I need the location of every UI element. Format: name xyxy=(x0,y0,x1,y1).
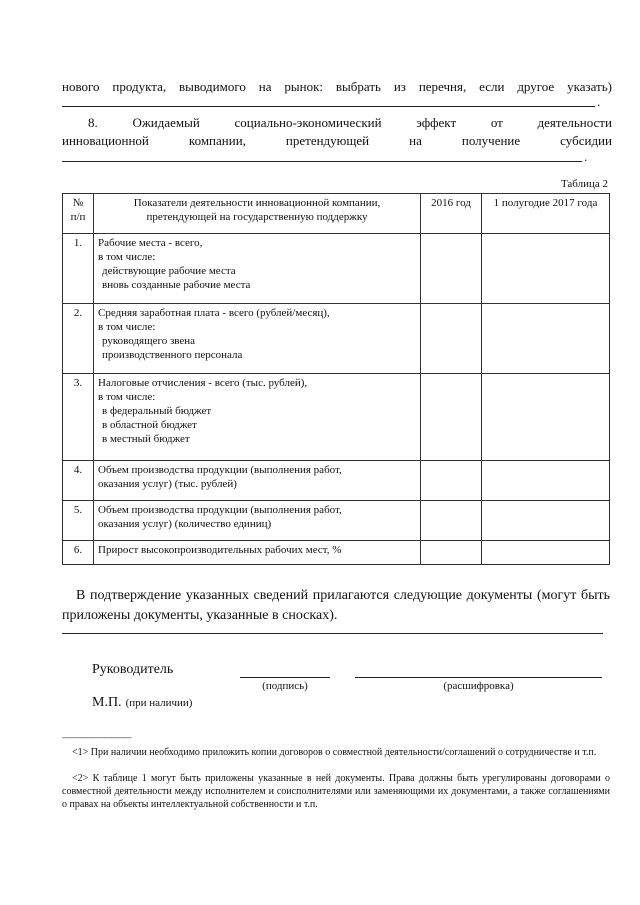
table-row: 5. Объем производства продукции (выполнения работ, оказания услуг) (количество единиц) xyxy=(63,501,610,541)
item-8-blank-line xyxy=(62,161,582,162)
stamp-label: М.П. xyxy=(92,695,122,710)
decode-line xyxy=(355,677,602,678)
footnote-1: <1> При наличии необходимо приложить копии договоров о совместной деятельности/соглашений о сотрудничестве и т.п. xyxy=(72,747,597,758)
cell-2016 xyxy=(421,501,482,541)
stamp-place xyxy=(92,693,192,711)
table-caption: Таблица 2 xyxy=(560,178,608,190)
intro-blank-line xyxy=(62,106,595,107)
col-header-2016: 2016 год xyxy=(421,194,482,234)
item-8-period: . xyxy=(584,149,588,164)
table-row: 4. Объем производства продукции (выполнения работ, оказания услуг) (тыс. рублей) xyxy=(63,461,610,501)
intro-line: нового продукта, выводимого на рынок: выбрать из перечня, если другое указать) xyxy=(62,79,612,94)
signature-line xyxy=(240,677,330,678)
cell-2016 xyxy=(421,234,482,304)
table-row: 1. Рабочие места - всего, в том числе: действующие рабочие места вновь созданные рабочие места xyxy=(63,234,610,304)
cell-2016 xyxy=(421,304,482,374)
cell-2017 xyxy=(482,234,610,304)
cell-2017 xyxy=(482,541,610,565)
item-8-number: 8. xyxy=(88,115,98,130)
table-row: 6. Прирост высокопроизводительных рабочих мест, % xyxy=(63,541,610,565)
indicators-table xyxy=(62,193,610,565)
col-header-indicator: Показатели деятельности инновационной компании, претендующей на государственную поддержку xyxy=(94,194,421,234)
signature-caption: (подпись) xyxy=(262,680,308,692)
cell-2016 xyxy=(421,461,482,501)
table-row: 3. Налоговые отчисления - всего (тыс. рублей), в том числе: в федеральный бюджет в областной бюджет в местный бюджет xyxy=(63,374,610,461)
intro-period: . xyxy=(597,94,601,109)
col-header-num: № п/п xyxy=(63,194,94,234)
footnote-2: <2> К таблице 1 могут быть приложены указанные в ней документы. Права должны быть урегулированы договорами о совместной деятельности между исполнителем и соисполнителями или заменяющими их документами, а также соглашениями о правах на объекты интеллектуальной собственности и т.п. xyxy=(62,773,610,810)
confirm-blank-line xyxy=(62,633,603,634)
decode-caption: (расшифровка) xyxy=(443,680,514,692)
item-8: 8. Ожидаемый социально-экономический эффект от деятельности инновационной компании, претендующей на получение субсидии xyxy=(62,115,612,148)
cell-2016 xyxy=(421,541,482,565)
confirm-text: В подтверждение указанных сведений прилагаются следующие документы (могут быть приложены документы, указанные в сносках). xyxy=(62,588,610,623)
signature-head-label: Руководитель xyxy=(92,662,174,677)
cell-2017 xyxy=(482,461,610,501)
stamp-note: (при наличии) xyxy=(125,697,193,709)
col-header-2017: 1 полугодие 2017 года xyxy=(482,194,610,234)
cell-2017 xyxy=(482,501,610,541)
cell-2016 xyxy=(421,374,482,461)
table-header-row xyxy=(63,194,610,234)
table-row: 2. Средняя заработная плата - всего (рублей/месяц), в том числе: руководящего звена производственного персонала xyxy=(63,304,610,374)
cell-2017 xyxy=(482,304,610,374)
cell-2017 xyxy=(482,374,610,461)
footnote-separator: -------------------------------- xyxy=(62,733,132,742)
